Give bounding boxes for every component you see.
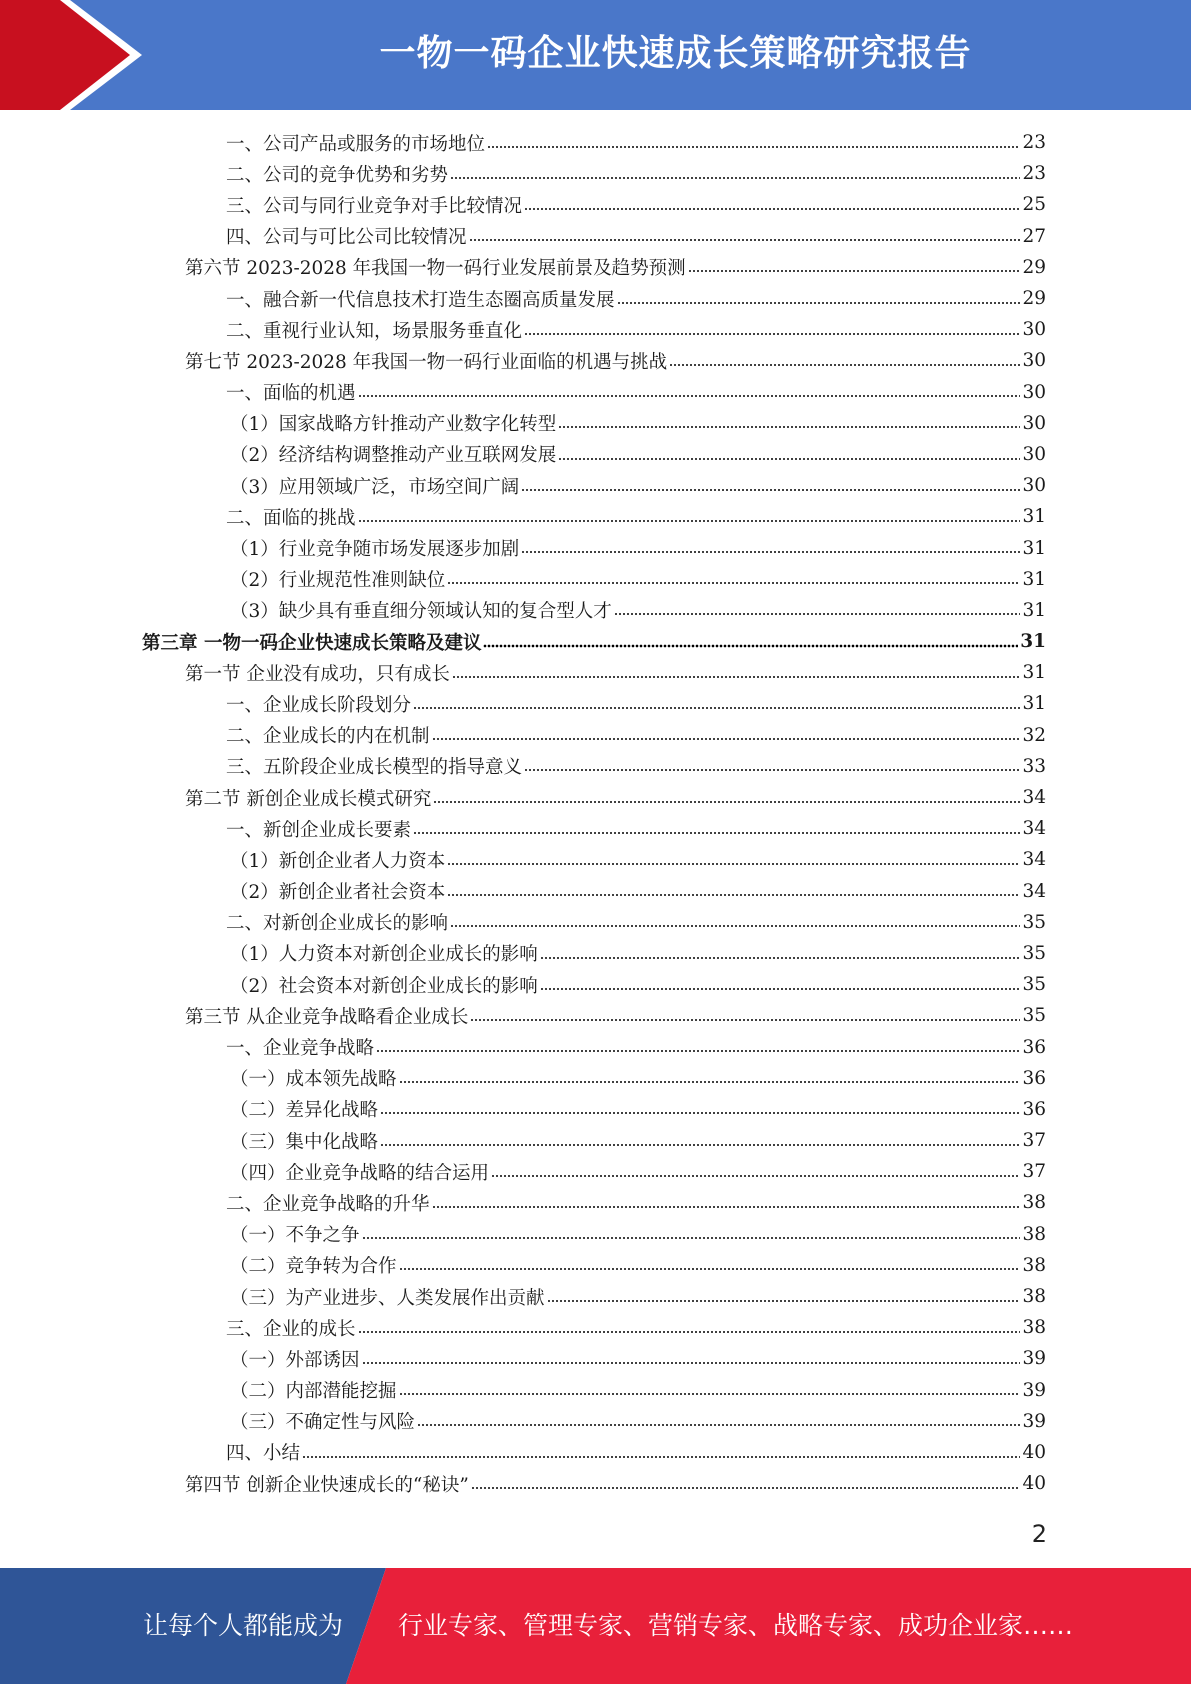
toc-leader-dots <box>358 383 1021 402</box>
toc-entry[interactable] <box>0 189 1191 220</box>
toc-entry-label: 第六节 2023-2028 年我国一物一码行业发展前景及趋势预测 <box>185 258 686 280</box>
toc-entry-label: 一、公司产品或服务的市场地位 <box>226 133 486 155</box>
toc-leader-dots <box>447 851 1020 870</box>
toc-entry[interactable] <box>0 470 1191 501</box>
toc-leader-dots <box>413 819 1020 838</box>
toc-entry-label: （1）人力资本对新创企业成长的影响 <box>230 944 538 966</box>
toc-entry-label: 一、融合新一代信息技术打造生态圈高质量发展 <box>226 289 615 311</box>
toc-entry-label: 一、面临的机遇 <box>226 383 356 405</box>
toc-entry[interactable] <box>0 252 1191 283</box>
toc-leader-dots <box>487 133 1020 152</box>
toc-entry-page: 38 <box>1022 1286 1046 1308</box>
toc-entry-label: （一）外部诱因 <box>230 1349 360 1371</box>
toc-entry[interactable] <box>0 158 1191 189</box>
toc-entry-page: 34 <box>1022 849 1046 871</box>
toc-leader-dots <box>450 165 1020 184</box>
toc-entry-page: 25 <box>1022 194 1046 216</box>
toc-entry-label: （3）应用领域广泛，市场空间广阔 <box>230 476 520 498</box>
toc-entry-label: （三）集中化战略 <box>230 1131 379 1153</box>
toc-leader-dots <box>433 788 1020 807</box>
toc-entry-label: （一）不争之争 <box>230 1225 360 1247</box>
toc-entry-page: 35 <box>1022 1005 1046 1027</box>
toc-entry[interactable] <box>0 501 1191 532</box>
toc-entry-label: （2）行业规范性准则缺位 <box>230 570 446 592</box>
toc-entry-label: （三）为产业进步、人类发展作出贡献 <box>230 1287 545 1309</box>
toc-leader-dots <box>470 1007 1020 1026</box>
toc-entry-page: 31 <box>1022 599 1046 621</box>
toc-entry-label: 二、企业成长的内在机制 <box>226 726 430 748</box>
toc-entry-page: 35 <box>1022 911 1046 933</box>
toc-entry[interactable] <box>0 969 1191 1000</box>
toc-entry[interactable] <box>0 127 1191 158</box>
page-footer <box>0 1568 1191 1684</box>
toc-entry-label: 三、五阶段企业成长模型的指导意义 <box>226 757 523 779</box>
toc-entry-page: 31 <box>1022 506 1046 528</box>
toc-leader-dots <box>450 913 1020 932</box>
toc-entry-page: 35 <box>1022 942 1046 964</box>
toc-entry-page: 36 <box>1022 1098 1046 1120</box>
toc-entry[interactable] <box>0 1437 1191 1468</box>
toc-entry-page: 39 <box>1022 1348 1046 1370</box>
footer-slogan-left: 让每个人都能成为 <box>143 1611 344 1640</box>
toc-entry-page: 38 <box>1022 1192 1046 1214</box>
toc-entry[interactable] <box>0 1468 1191 1499</box>
toc-entry[interactable] <box>0 564 1191 595</box>
toc-entry-label: 第一节 企业没有成功，只有成长 <box>185 663 450 685</box>
toc-entry-label: （二）竞争转为合作 <box>230 1256 397 1278</box>
toc-leader-dots <box>524 320 1020 339</box>
toc-entry[interactable] <box>0 938 1191 969</box>
toc-entry[interactable] <box>0 221 1191 252</box>
report-title: 一物一码企业快速成长策略研究报告 <box>379 33 972 74</box>
toc-leader-dots <box>614 601 1021 620</box>
toc-entry[interactable] <box>0 1281 1191 1312</box>
toc-entry-label: 三、企业的成长 <box>226 1318 356 1340</box>
toc-entry-page: 36 <box>1022 1036 1046 1058</box>
toc-entry-page: 39 <box>1022 1410 1046 1432</box>
toc-entry-page: 34 <box>1022 818 1046 840</box>
toc-entry[interactable] <box>0 907 1191 938</box>
toc-entry[interactable] <box>0 314 1191 345</box>
toc-leader-dots <box>417 1412 1020 1431</box>
toc-entry-page: 37 <box>1022 1130 1046 1152</box>
toc-leader-dots <box>558 445 1020 464</box>
toc-entry-page: 30 <box>1022 412 1046 434</box>
toc-entry[interactable] <box>0 626 1191 657</box>
toc-entry-label: 一、新创企业成长要素 <box>226 819 412 841</box>
toc-leader-dots <box>491 1163 1020 1182</box>
toc-leader-dots <box>471 1474 1021 1493</box>
toc-entry-page: 30 <box>1022 475 1046 497</box>
toc-entry-page: 39 <box>1022 1379 1046 1401</box>
toc-entry[interactable] <box>0 1343 1191 1374</box>
toc-entry-page: 31 <box>1022 537 1046 559</box>
toc-entry[interactable] <box>0 844 1191 875</box>
toc-entry-label: （1）行业竞争随市场发展逐步加剧 <box>230 539 520 561</box>
toc-leader-dots <box>376 1038 1020 1057</box>
toc-entry[interactable] <box>0 283 1191 314</box>
toc-leader-dots <box>540 944 1021 963</box>
toc-entry[interactable] <box>0 595 1191 626</box>
toc-entry-label: 第三节 从企业竞争战略看企业成长 <box>185 1006 469 1028</box>
toc-entry[interactable] <box>0 1312 1191 1343</box>
toc-leader-dots <box>469 227 1021 246</box>
toc-entry[interactable] <box>0 1375 1191 1406</box>
toc-entry-page: 30 <box>1022 381 1046 403</box>
page-number: 2 <box>1031 1520 1047 1548</box>
toc-entry[interactable] <box>0 657 1191 688</box>
toc-entry[interactable] <box>0 532 1191 563</box>
page-header <box>0 0 1191 110</box>
toc-leader-dots <box>358 1318 1021 1337</box>
toc-entry-page: 31 <box>1022 662 1046 684</box>
toc-entry-label: （3）缺少具有垂直细分领域认知的复合型人才 <box>230 601 612 623</box>
toc-entry-page: 37 <box>1022 1161 1046 1183</box>
toc-entry-label: 第三章 一物一码企业快速成长策略及建议 <box>142 632 482 654</box>
chevron-decoration-icon <box>0 0 160 110</box>
toc-entry[interactable] <box>0 1094 1191 1125</box>
toc-entry[interactable] <box>0 1250 1191 1281</box>
toc-entry-label: 二、对新创企业成长的影响 <box>226 913 449 935</box>
toc-entry-page: 35 <box>1022 974 1046 996</box>
toc-leader-dots <box>447 570 1020 589</box>
toc-entry-page: 30 <box>1022 443 1046 465</box>
toc-entry-label: （一）成本领先战略 <box>230 1069 397 1091</box>
toc-entry[interactable] <box>0 439 1191 470</box>
toc-entry[interactable] <box>0 1063 1191 1094</box>
toc-entry-label: （二）内部潜能挖掘 <box>230 1381 397 1403</box>
toc-entry-page: 40 <box>1022 1473 1046 1495</box>
toc-leader-dots <box>380 1100 1020 1119</box>
toc-entry-label: 第七节 2023-2028 年我国一物一码行业面临的机遇与挑战 <box>185 351 668 373</box>
toc-entry-label: 一、企业竞争战略 <box>226 1038 375 1060</box>
toc-entry-page: 29 <box>1022 288 1046 310</box>
toc-leader-dots <box>558 414 1020 433</box>
toc-entry-page: 36 <box>1022 1067 1046 1089</box>
toc-entry-page: 38 <box>1022 1223 1046 1245</box>
toc-entry-label: 二、公司的竞争优势和劣势 <box>226 164 449 186</box>
toc-leader-dots <box>399 1256 1021 1275</box>
toc-entry[interactable] <box>0 751 1191 782</box>
toc-entry-page: 34 <box>1022 880 1046 902</box>
toc-leader-dots <box>358 508 1021 527</box>
table-of-contents <box>0 127 1191 1499</box>
toc-entry[interactable] <box>0 345 1191 376</box>
toc-entry-page: 31 <box>1022 568 1046 590</box>
toc-entry-label: 二、企业竞争战略的升华 <box>226 1193 430 1215</box>
toc-leader-dots <box>413 695 1020 714</box>
toc-leader-dots <box>399 1381 1021 1400</box>
toc-entry-label: 第四节 创新企业快速成长的“秘诀” <box>185 1474 469 1496</box>
toc-leader-dots <box>452 664 1021 683</box>
toc-entry-label: （四）企业竞争战略的结合运用 <box>230 1162 490 1184</box>
toc-entry[interactable] <box>0 1406 1191 1437</box>
toc-entry-page: 32 <box>1022 724 1046 746</box>
toc-entry[interactable] <box>0 813 1191 844</box>
toc-entry-label: （2）新创企业者社会资本 <box>230 882 446 904</box>
toc-entry-label: 四、小结 <box>226 1443 301 1465</box>
toc-entry-page: 30 <box>1022 350 1046 372</box>
toc-entry-page: 40 <box>1022 1441 1046 1463</box>
toc-leader-dots <box>669 352 1020 371</box>
footer-slogan-right: 行业专家、管理专家、营销专家、战略专家、成功企业家…… <box>398 1611 1074 1640</box>
toc-leader-dots <box>547 1287 1021 1306</box>
toc-entry[interactable] <box>0 1219 1191 1250</box>
toc-entry[interactable] <box>0 377 1191 408</box>
toc-entry-page: 29 <box>1022 256 1046 278</box>
toc-leader-dots <box>447 882 1020 901</box>
toc-entry-label: 一、企业成长阶段划分 <box>226 694 412 716</box>
toc-entry-label: 第二节 新创企业成长模式研究 <box>185 788 432 810</box>
toc-entry-label: （三）不确定性与风险 <box>230 1412 416 1434</box>
toc-leader-dots <box>688 258 1021 277</box>
toc-entry-page: 31 <box>1020 631 1046 653</box>
toc-leader-dots <box>521 539 1020 558</box>
toc-leader-dots <box>617 289 1021 308</box>
toc-entry[interactable] <box>0 876 1191 907</box>
toc-entry-label: （二）差异化战略 <box>230 1100 379 1122</box>
toc-entry-label: 二、面临的挑战 <box>226 507 356 529</box>
toc-entry[interactable] <box>0 1000 1191 1031</box>
toc-leader-dots <box>432 726 1021 745</box>
toc-entry-label: （1）国家战略方针推动产业数字化转型 <box>230 414 557 436</box>
toc-entry[interactable] <box>0 720 1191 751</box>
toc-leader-dots <box>540 975 1021 994</box>
toc-leader-dots <box>483 632 1018 651</box>
toc-leader-dots <box>399 1069 1021 1088</box>
toc-entry[interactable] <box>0 408 1191 439</box>
toc-entry-page: 30 <box>1022 319 1046 341</box>
toc-entry-page: 27 <box>1022 225 1046 247</box>
toc-entry-label: 三、公司与同行业竞争对手比较情况 <box>226 195 523 217</box>
toc-leader-dots <box>380 1131 1020 1150</box>
toc-entry[interactable] <box>0 1125 1191 1156</box>
toc-entry-page: 23 <box>1022 132 1046 154</box>
toc-leader-dots <box>524 196 1020 215</box>
toc-leader-dots <box>524 757 1020 776</box>
toc-leader-dots <box>521 476 1020 495</box>
toc-leader-dots <box>302 1443 1020 1462</box>
toc-leader-dots <box>432 1194 1021 1213</box>
toc-entry[interactable] <box>0 782 1191 813</box>
toc-entry-label: （2）社会资本对新创企业成长的影响 <box>230 975 538 997</box>
toc-entry-page: 38 <box>1022 1317 1046 1339</box>
toc-entry[interactable] <box>0 688 1191 719</box>
toc-entry-page: 34 <box>1022 787 1046 809</box>
toc-entry-label: （1）新创企业者人力资本 <box>230 850 446 872</box>
toc-entry[interactable] <box>0 1187 1191 1218</box>
toc-leader-dots <box>362 1225 1021 1244</box>
toc-leader-dots <box>362 1350 1021 1369</box>
toc-entry-page: 31 <box>1022 693 1046 715</box>
toc-entry-label: 二、重视行业认知，场景服务垂直化 <box>226 320 523 342</box>
toc-entry-label: 四、公司与可比公司比较情况 <box>226 227 467 249</box>
toc-entry-label: （2）经济结构调整推动产业互联网发展 <box>230 445 557 467</box>
toc-entry-page: 38 <box>1022 1254 1046 1276</box>
toc-entry-page: 23 <box>1022 163 1046 185</box>
toc-entry[interactable] <box>0 1031 1191 1062</box>
toc-entry-page: 33 <box>1022 755 1046 777</box>
toc-entry[interactable] <box>0 1156 1191 1187</box>
